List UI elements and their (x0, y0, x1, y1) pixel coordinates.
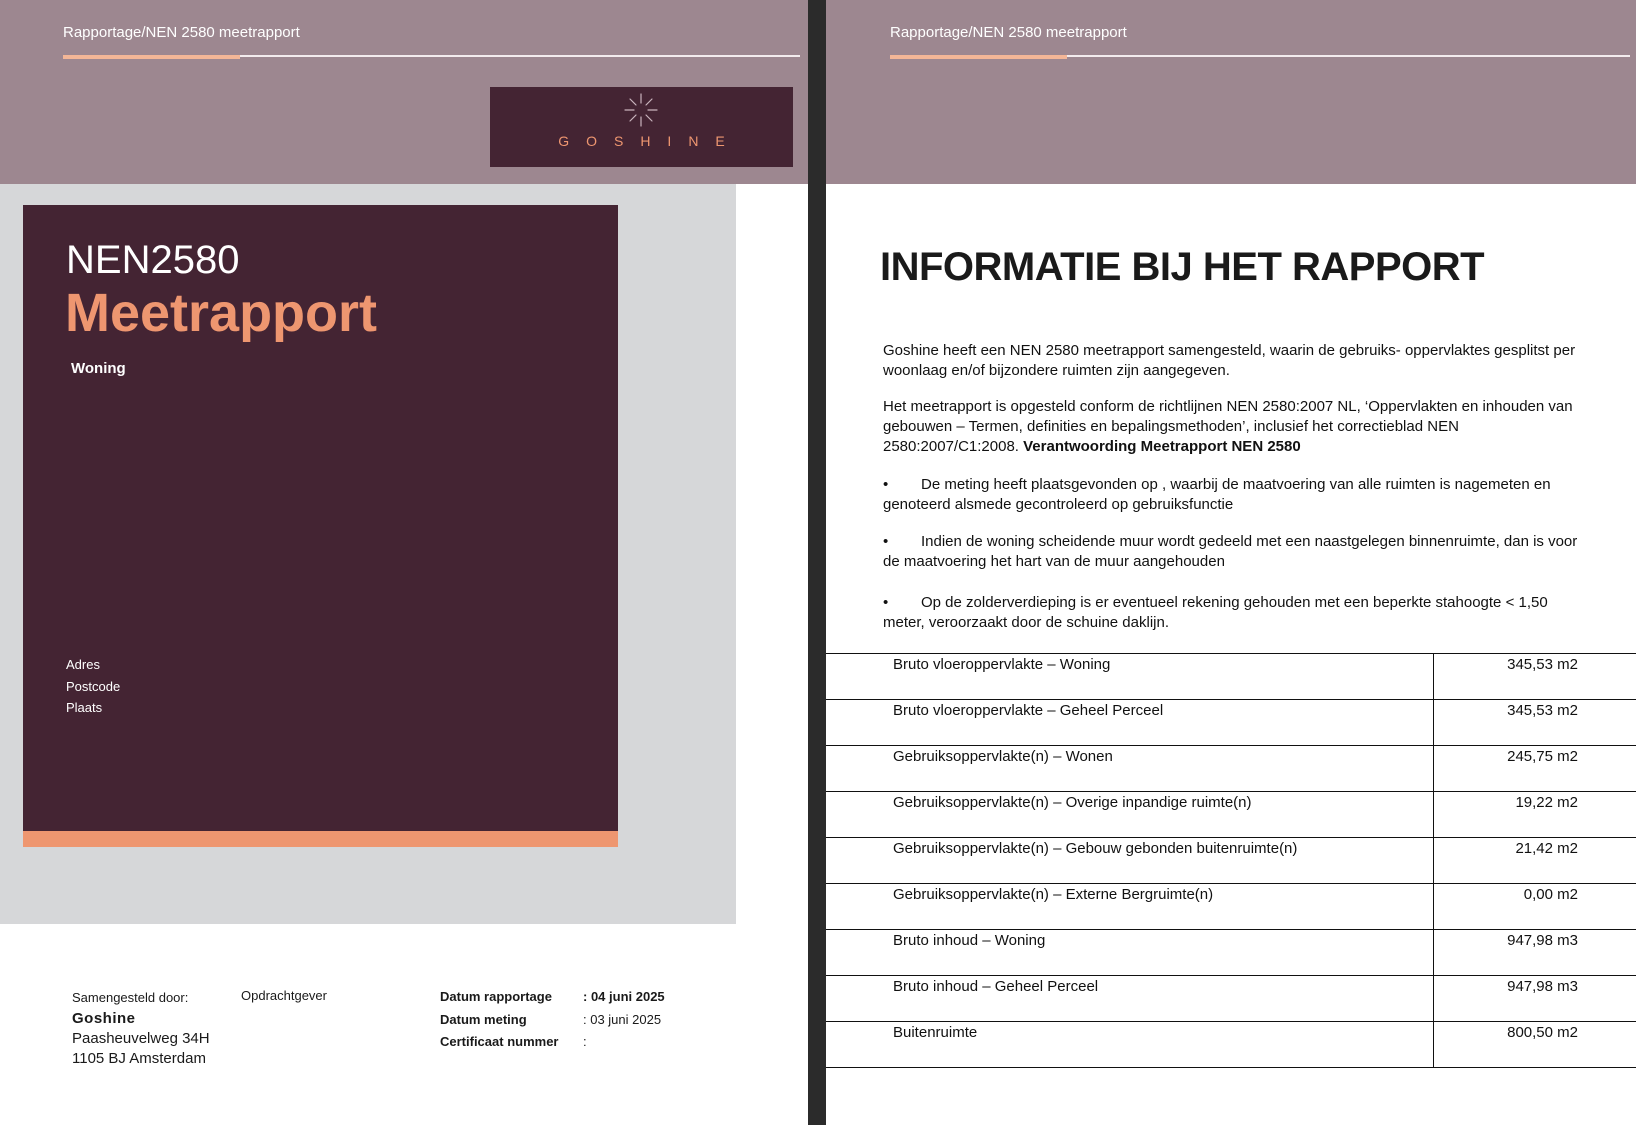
compiled-by-label: Samengesteld door: (72, 990, 189, 1005)
measurement-label: Gebruiksoppervlakte(n) – Wonen (826, 746, 1434, 792)
header-progress-accent (63, 55, 240, 59)
intro-paragraph: Goshine heeft een NEN 2580 meetrapport samengesteld, waarin de gebruiks- oppervlaktes gesplitst per woonlaag en/of bijzondere ruimten zijn aangegeven. (883, 342, 1576, 379)
goshine-logo (490, 87, 793, 167)
measurement-value: 947,98 m3 (1434, 930, 1636, 976)
table-row (826, 884, 1636, 930)
standard-text: Het meetrapport is opgesteld conform de richtlijnen NEN 2580:2007 NL, ‘Oppervlakten en inhouden van gebouwen – Termen, definities en bepalingsmethoden’, inclusief het correctieblad NEN 2580:2007/C1:2008. (883, 398, 1573, 455)
company-city: 1105 BJ Amsterdam (72, 1050, 206, 1067)
certificate-value: : (583, 1034, 587, 1049)
info-page (826, 0, 1636, 1125)
measurement-label: Gebruiksoppervlakte(n) – Externe Bergruimte(n) (826, 884, 1434, 930)
client-label: Opdrachtgever (241, 988, 327, 1003)
page-title: INFORMATIE BIJ HET RAPPORT (880, 245, 1485, 289)
table-row (826, 930, 1636, 976)
breadcrumb: Rapportage/NEN 2580 meetrapport (890, 24, 1127, 41)
header-progress-accent (890, 55, 1067, 59)
address-label: Adres (66, 657, 100, 672)
measurement-label: Bruto vloeroppervlakte – Woning (826, 654, 1434, 700)
measurement-label: Gebruiksoppervlakte(n) – Gebouw gebonden buitenruimte(n) (826, 838, 1434, 884)
measurement-label: Bruto inhoud – Woning (826, 930, 1434, 976)
logo-wordmark: GOSHINE (558, 133, 742, 149)
measurement-label: Gebruiksoppervlakte(n) – Overige inpandige ruimte(n) (826, 792, 1434, 838)
accountability-heading: Verantwoording Meetrapport NEN 2580 (1023, 438, 1301, 455)
cover-title: Meetrapport (65, 283, 378, 343)
measurement-value: 345,53 m2 (1434, 654, 1636, 700)
bullet-icon: • (883, 476, 889, 493)
cover-accent-bar (23, 831, 618, 847)
cover-property-type: Woning (71, 360, 126, 377)
measurement-label: Bruto vloeroppervlakte – Geheel Perceel (826, 700, 1434, 746)
city-label: Plaats (66, 700, 103, 715)
measurement-value: 800,50 m2 (1434, 1022, 1636, 1068)
measure-date-value: : 03 juni 2025 (583, 1012, 662, 1027)
measure-date-label: Datum meting (440, 1012, 527, 1027)
measurement-table (826, 653, 1636, 1068)
company-street: Paasheuvelweg 34H (72, 1030, 210, 1047)
report-date-label: Datum rapportage (440, 989, 552, 1004)
bullet-icon: • (883, 533, 889, 550)
table-row (826, 1022, 1636, 1068)
bullet-item: • De meting heeft plaatsgevonden op , waarbij de maatvoering van alle ruimten is nagemeten en genoteerd alsmede gecontroleerd op gebruiksfunctie (883, 476, 1551, 513)
table-row (826, 976, 1636, 1022)
standard-paragraph (883, 397, 1583, 457)
table-row (826, 654, 1636, 700)
cover-page (0, 0, 808, 1125)
table-row (826, 700, 1636, 746)
table-row (826, 746, 1636, 792)
bullet-item: • Indien de woning scheidende muur wordt gedeeld met een naastgelegen binnenruimte, dan is voor de maatvoering het hart van de muur aangehouden (883, 533, 1578, 570)
measurement-value: 0,00 m2 (1434, 884, 1636, 930)
company-name: Goshine (72, 1010, 136, 1027)
cover-pretitle: NEN2580 (66, 238, 240, 282)
measurement-label: Bruto inhoud – Geheel Perceel (826, 976, 1434, 1022)
report-date-value: : 04 juni 2025 (583, 989, 665, 1004)
sunburst-icon (621, 90, 661, 130)
table-row (826, 792, 1636, 838)
measurement-value: 345,53 m2 (1434, 700, 1636, 746)
postcode-label: Postcode (66, 679, 121, 694)
measurement-label: Buitenruimte (826, 1022, 1434, 1068)
breadcrumb: Rapportage/NEN 2580 meetrapport (63, 24, 300, 41)
bullet-item: • Op de zolderverdieping is er eventueel rekening gehouden met een beperkte stahoogte < 1,50 meter, veroorzaakt door de schuine daklijn. (883, 594, 1548, 631)
table-row (826, 838, 1636, 884)
bullet-icon: • (883, 594, 889, 611)
measurement-value: 21,42 m2 (1434, 838, 1636, 884)
certificate-label: Certificaat nummer (440, 1034, 559, 1049)
measurement-value: 947,98 m3 (1434, 976, 1636, 1022)
measurement-value: 245,75 m2 (1434, 746, 1636, 792)
measurement-value: 19,22 m2 (1434, 792, 1636, 838)
